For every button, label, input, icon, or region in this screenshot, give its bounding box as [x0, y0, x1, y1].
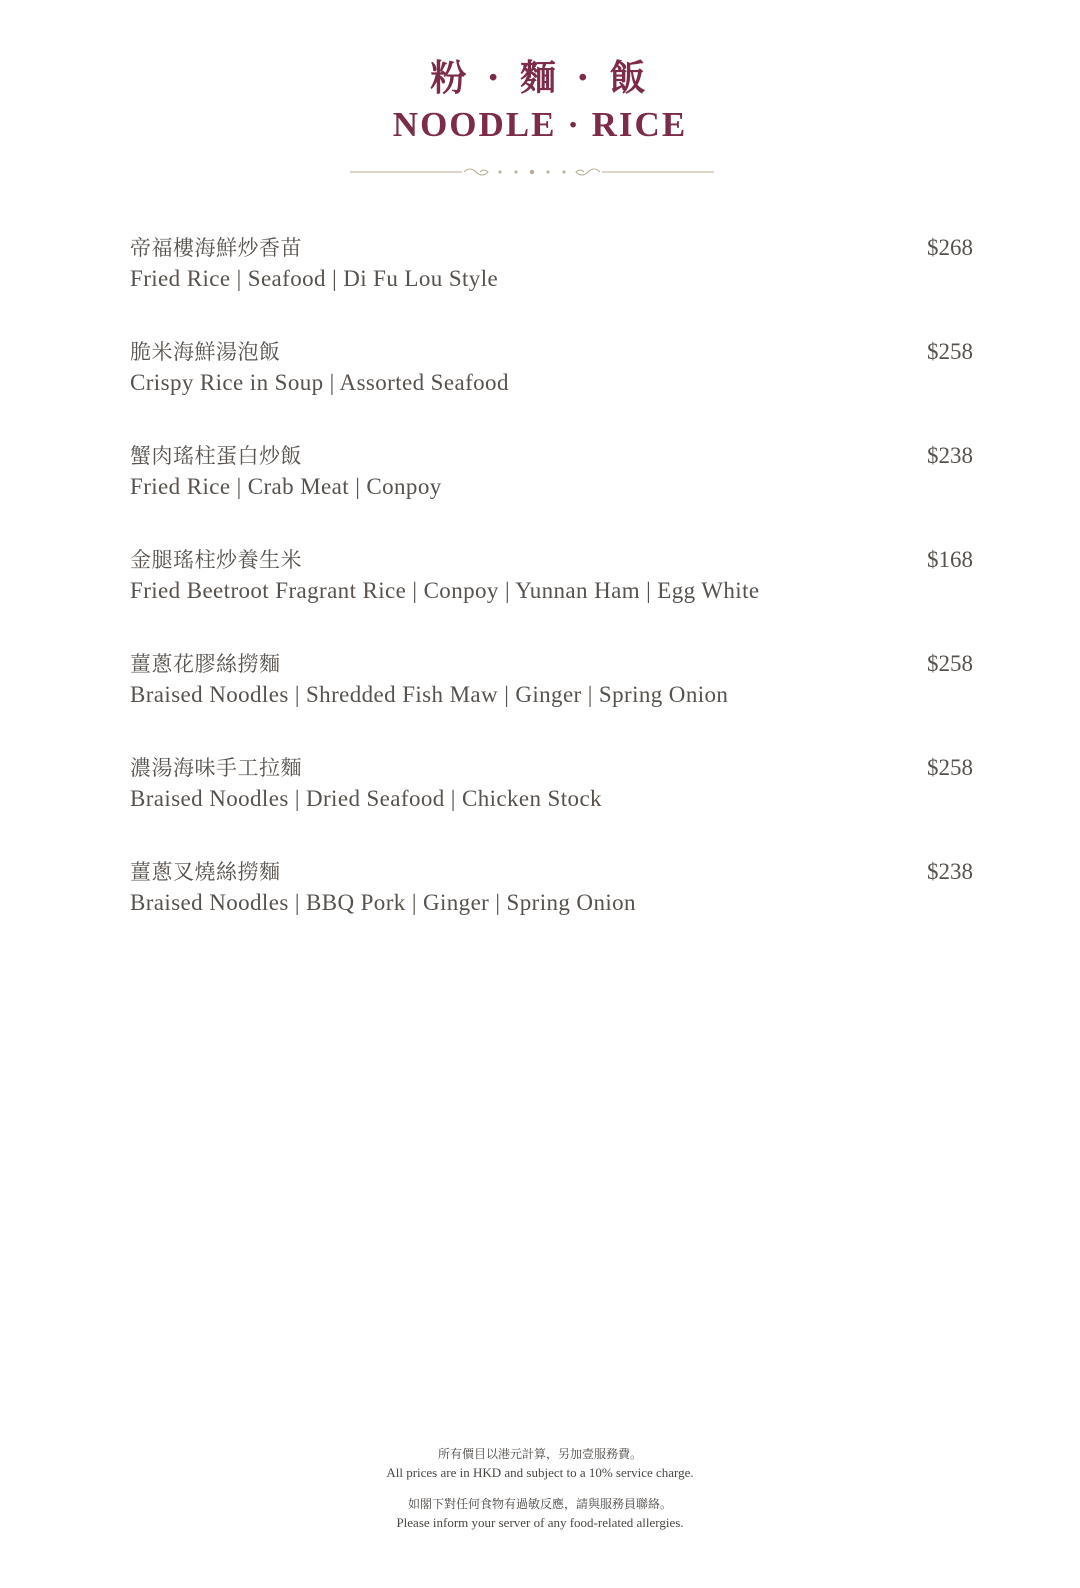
item-name-chinese: 帝福樓海鮮炒香苗 [130, 236, 302, 260]
item-price: $258 [927, 651, 973, 676]
item-name-chinese: 金腿瑤柱炒養生米 [130, 548, 302, 572]
item-name-english: Braised Noodles | Shredded Fish Maw | Ginger | Spring Onion [130, 682, 729, 707]
footer-notes [0, 1444, 1080, 1532]
ornament-divider-icon [350, 160, 714, 184]
item-name-chinese: 蟹肉瑤柱蛋白炒飯 [130, 444, 302, 468]
menu-item [130, 648, 973, 752]
item-price: $238 [927, 859, 973, 884]
item-name-chinese: 濃湯海味手工拉麵 [130, 756, 302, 780]
item-price: $258 [927, 339, 973, 364]
item-name-chinese: 脆米海鮮湯泡飯 [130, 340, 281, 364]
title-english: NOODLE · RICE [392, 105, 688, 144]
item-name-english: Crispy Rice in Soup | Assorted Seafood [130, 370, 509, 395]
item-price: $168 [927, 547, 973, 572]
item-name-chinese: 薑蔥叉燒絲撈麵 [130, 860, 281, 884]
item-price: $268 [927, 235, 973, 260]
menu-item [130, 440, 973, 544]
item-name-english: Braised Noodles | Dried Seafood | Chicken Stock [130, 786, 602, 811]
menu-header [0, 52, 1080, 146]
allergy-note-chinese: 如閣下對任何食物有過敏反應，請與服務員聯絡。 [407, 1497, 672, 1511]
menu-item [130, 544, 973, 648]
item-price: $238 [927, 443, 973, 468]
item-name-english: Fried Beetroot Fragrant Rice | Conpoy | Yunnan Ham | Egg White [130, 578, 760, 603]
allergy-note-english: Please inform your server of any food-related allergies. [396, 1515, 684, 1530]
title-chinese: 粉 · 麵 · 飯 [430, 57, 650, 99]
item-name-english: Fried Rice | Seafood | Di Fu Lou Style [130, 266, 499, 291]
menu-item [130, 232, 973, 336]
menu-list [130, 232, 973, 960]
service-charge-note-chinese: 所有價目以港元計算，另加壹服務費。 [437, 1447, 642, 1461]
menu-item [130, 336, 973, 440]
item-name-english: Braised Noodles | BBQ Pork | Ginger | Spring Onion [130, 890, 636, 915]
menu-item [130, 752, 973, 856]
item-price: $258 [927, 755, 973, 780]
menu-item [130, 856, 973, 960]
service-charge-note-english: All prices are in HKD and subject to a 10% service charge. [386, 1465, 694, 1480]
item-name-chinese: 薑蔥花膠絲撈麵 [130, 652, 281, 676]
item-name-english: Fried Rice | Crab Meat | Conpoy [130, 474, 442, 499]
footer-spacer [0, 1482, 1080, 1494]
